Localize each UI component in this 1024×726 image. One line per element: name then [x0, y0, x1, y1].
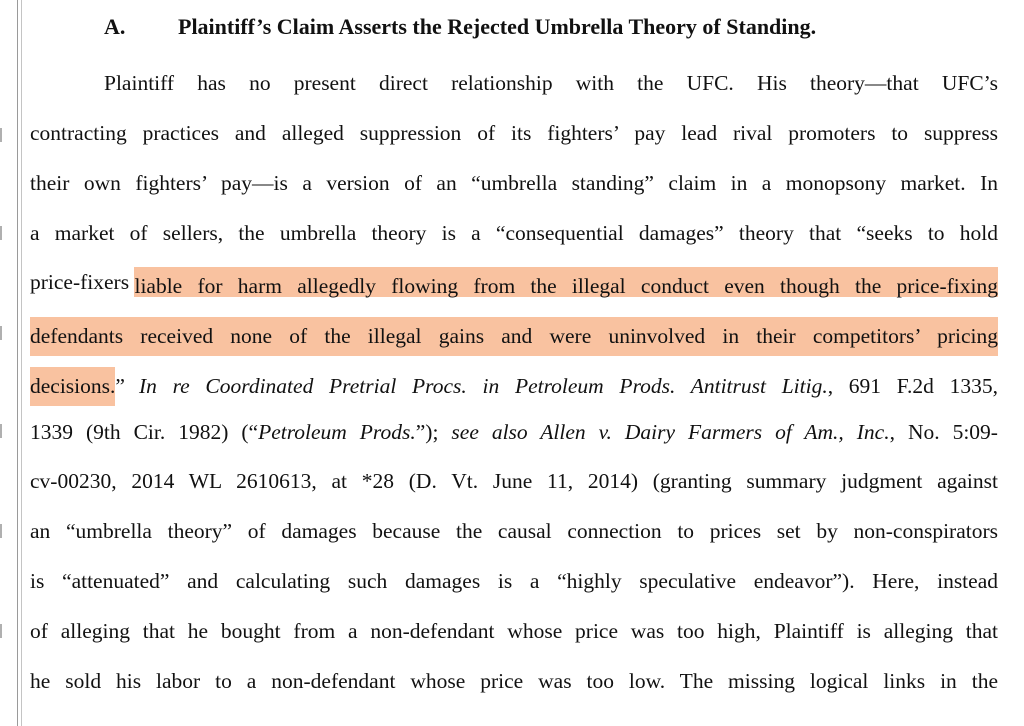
- text-line: is “attenuated” and calculating such damages is a “highly speculative endeavor”). Here, instead: [30, 569, 998, 593]
- text-line: a market of sellers, the umbrella theory is a “consequential damages” theory that “seeks to hold: [30, 221, 998, 245]
- reporter-cite: , 691 F.2d 1335,: [827, 374, 998, 398]
- line-number-tick: [0, 128, 2, 142]
- section-title: Plaintiff’s Claim Asserts the Rejected Umbrella Theory of Standing.: [178, 14, 817, 39]
- line-number-tick: [0, 624, 2, 638]
- text-line: their own fighters’ pay—is a version of an “umbrella standing” claim in a monopsony market. In: [30, 171, 998, 195]
- line-number-tick: [0, 524, 2, 538]
- text-run: ”);: [415, 420, 452, 444]
- short-cite: Petroleum Prods.: [258, 420, 416, 444]
- text-line: [30, 267, 998, 297]
- text-run: , No. 5:09-: [889, 420, 998, 444]
- line-number-tick: [0, 424, 2, 438]
- margin-rule-inner: [21, 0, 22, 726]
- text-line: [30, 317, 998, 347]
- text-run: price-fixers: [30, 270, 135, 294]
- highlighted-text: defendants received none of the illegal gains and were uninvolved in their competitors’ pricing: [30, 317, 998, 356]
- text-line: of alleging that he bought from a non-defendant whose price was too high, Plaintiff is alleging that: [30, 619, 998, 643]
- text-run: ”: [115, 374, 125, 398]
- text-line: Plaintiff has no present direct relationship with the UFC. His theory—that UFC’s: [104, 71, 998, 95]
- line-number-tick: [0, 326, 2, 340]
- highlighted-text: liable for harm allegedly flowing from the illegal conduct even though the price-fixing: [134, 267, 998, 297]
- text-line: [30, 417, 998, 447]
- line-number-tick: [0, 226, 2, 240]
- text-line: cv-00230, 2014 WL 2610613, at *28 (D. Vt. June 11, 2014) (granting summary judgment against: [30, 469, 998, 493]
- section-label: A.: [104, 14, 126, 39]
- citation: [125, 371, 998, 401]
- case-name: see also Allen v. Dairy Farmers of Am., Inc.: [451, 420, 890, 444]
- margin-rule: [17, 0, 18, 726]
- text-line: [30, 367, 998, 397]
- case-name: In re Coordinated Pretrial Procs. in Petroleum Prods. Antitrust Litig.: [138, 374, 828, 398]
- text-run: 1339 (9th Cir. 1982) (“: [30, 420, 259, 444]
- text-line: an “umbrella theory” of damages because the causal connection to prices set by non-conspirators: [30, 519, 998, 543]
- section-heading: [104, 14, 816, 40]
- highlighted-text: decisions.: [30, 367, 115, 406]
- text-line: contracting practices and alleged suppression of its fighters’ pay lead rival promoters to suppress: [30, 121, 998, 145]
- text-line: he sold his labor to a non-defendant whose price was too low. The missing logical links in the: [30, 669, 998, 693]
